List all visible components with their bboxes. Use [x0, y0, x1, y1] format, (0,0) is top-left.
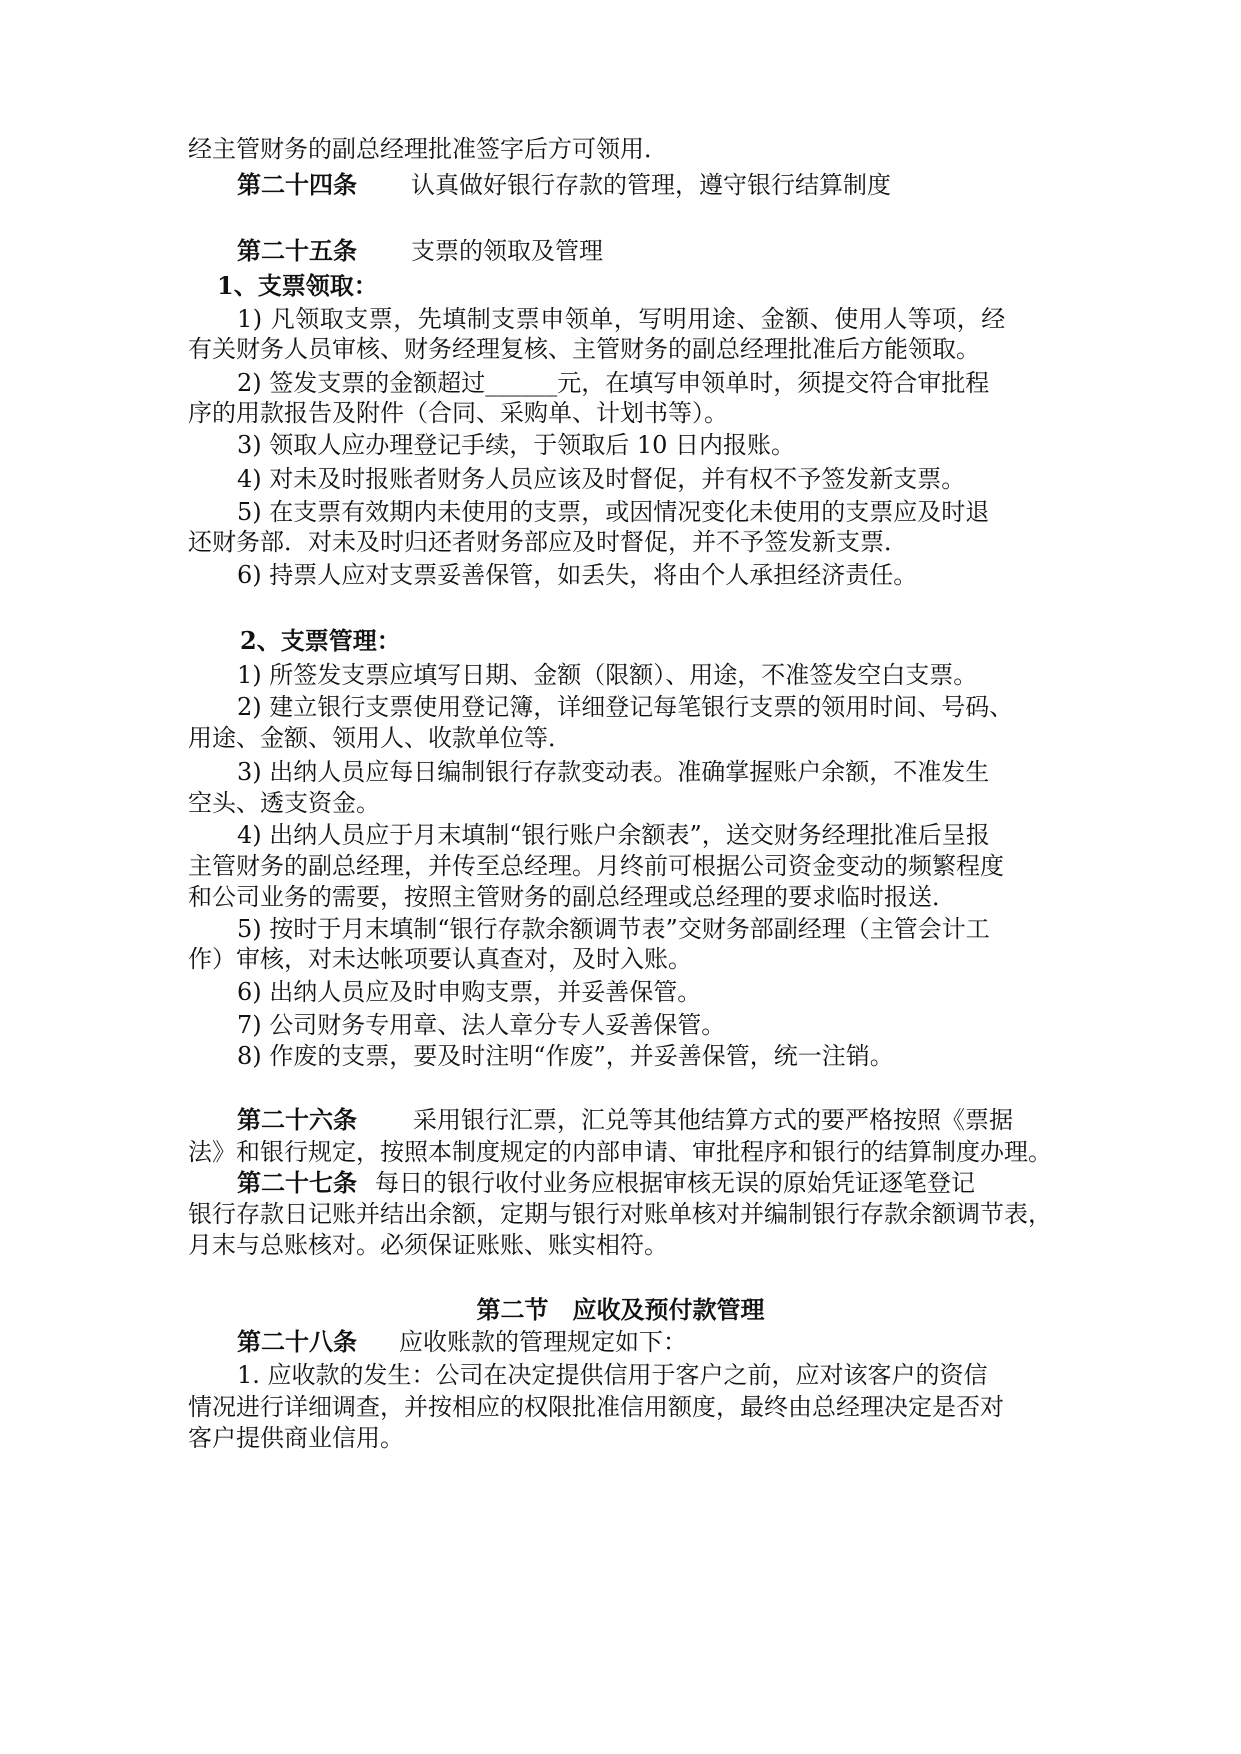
article-27	[237, 1168, 975, 1198]
section-title: 2、支票管理：	[240, 626, 401, 655]
text-line: 2) 建立银行支票使用登记簿，详细登记每笔银行支票的领用时间、号码、	[237, 693, 1014, 721]
text-line: 用途、金额、领用人、收款单位等．	[188, 724, 572, 752]
text-line: 空头、透支资金。	[188, 789, 380, 817]
text-line: 3) 领取人应办理登记手续，于领取后 10 日内报账。	[237, 431, 796, 459]
text-line: 还财务部．对未及时归还者财务部应及时督促，并不予签发新支票．	[188, 528, 908, 556]
article-text: 应收账款的管理规定如下：	[399, 1328, 687, 1356]
text-line: 4) 出纳人员应于月末填制“银行账户余额表”，送交财务经理批准后呈报	[237, 821, 990, 849]
article-label: 第二十七条	[237, 1168, 357, 1197]
article-24	[237, 170, 891, 200]
text-line: 和公司业务的需要，按照主管财务的副总经理或总经理的要求临时报送．	[188, 883, 956, 911]
article-label: 第二十六条	[237, 1105, 357, 1134]
section-title: 1、支票领取：	[217, 271, 378, 300]
text-line: 情况进行详细调查，并按相应的权限批准信用额度，最终由总经理决定是否对	[188, 1393, 1004, 1421]
article-text: 每日的银行收付业务应根据审核无误的原始凭证逐笔登记	[375, 1169, 975, 1197]
article-text: 采用银行汇票，汇兑等其他结算方式的要严格按照《票据	[413, 1106, 1013, 1134]
article-25	[237, 236, 603, 266]
text-line: 客户提供商业信用。	[188, 1424, 404, 1452]
text-line: 3) 出纳人员应每日编制银行存款变动表。准确掌握账户余额，不准发生	[237, 758, 990, 786]
text-line: 主管财务的副总经理，并传至总经理。月终前可根据公司资金变动的频繁程度	[188, 852, 1004, 880]
text-line: 作）审核，对未达帐项要认真查对，及时入账。	[188, 945, 692, 973]
text-line: 5) 按时于月末填制“银行存款余额调节表”交财务部副经理（主管会计工	[237, 915, 990, 943]
text-line: 4) 对未及时报账者财务人员应该及时督促，并有权不予签发新支票。	[237, 465, 966, 493]
text-line: 1. 应收款的发生：公司在决定提供信用于客户之前，应对该客户的资信	[237, 1361, 988, 1389]
article-label: 第二十五条	[237, 236, 357, 265]
text-line: 序的用款报告及附件（合同、采购单、计划书等）。	[188, 399, 728, 427]
article-28	[237, 1327, 687, 1357]
text-line: 法》和银行规定，按照本制度规定的内部申请、审批程序和银行的结算制度办理。	[188, 1138, 1052, 1166]
article-26	[237, 1105, 1013, 1135]
text-line: 银行存款日记账并结出余额，定期与银行对账单核对并编制银行存款余额调节表，	[188, 1200, 1052, 1228]
article-text: 支票的领取及管理	[411, 237, 603, 265]
article-text: 认真做好银行存款的管理，遵守银行结算制度	[411, 171, 891, 199]
text-line: 2) 签发支票的金额超过______元，在填写申领单时，须提交符合审批程	[237, 369, 990, 397]
text-line: 经主管财务的副总经理批准签字后方可领用．	[188, 135, 668, 163]
article-label: 第二十八条	[237, 1327, 357, 1356]
text-line: 1) 凡领取支票，先填制支票申领单，写明用途、金额、使用人等项，经	[237, 305, 1006, 333]
section-heading: 第二节 应收及预付款管理	[476, 1295, 765, 1324]
text-line: 月末与总账核对。必须保证账账、账实相符。	[188, 1231, 668, 1259]
text-line: 7) 公司财务专用章、法人章分专人妥善保管。	[237, 1011, 726, 1039]
text-line: 1) 所签发支票应填写日期、金额（限额）、用途，不准签发空白支票。	[237, 661, 978, 689]
text-line: 6) 出纳人员应及时申购支票，并妥善保管。	[237, 978, 702, 1006]
text-line: 有关财务人员审核、财务经理复核、主管财务的副总经理批准后方能领取。	[188, 335, 980, 363]
article-label: 第二十四条	[237, 170, 357, 199]
text-line: 8) 作废的支票，要及时注明“作废”，并妥善保管，统一注销。	[237, 1042, 894, 1070]
text-line: 6) 持票人应对支票妥善保管，如丢失，将由个人承担经济责任。	[237, 561, 918, 589]
text-line: 5) 在支票有效期内未使用的支票，或因情况变化未使用的支票应及时退	[237, 498, 990, 526]
